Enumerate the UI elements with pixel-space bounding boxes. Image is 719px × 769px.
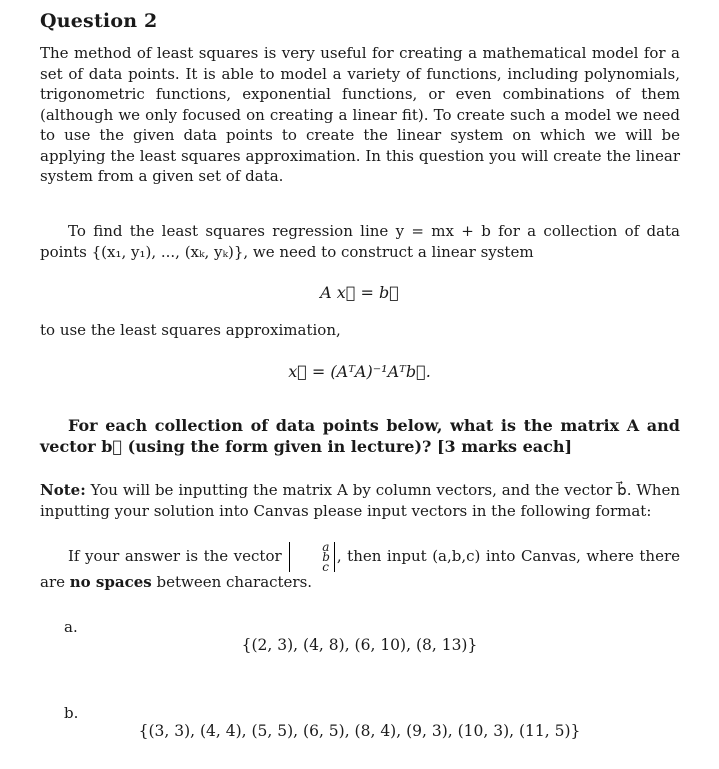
example-vector-b: b [322, 550, 330, 564]
setup-paragraph: To find the least squares regression line y = mx + b for a collection of data points {(x₁, y₁), ..., (xₖ, yₖ)}, we need to construct a linear system [40, 222, 680, 261]
format-emphasis: no spaces [69, 573, 152, 591]
format-suffix: between characters. [156, 573, 313, 591]
least-squares-equation: x⃗ = (AᵀA)⁻¹Aᵀb⃗. [288, 362, 431, 381]
part-a-dataset: {(2, 3), (4, 8), (6, 10), (8, 13)} [241, 636, 478, 654]
note-paragraph [40, 480, 680, 521]
intro-paragraph: The method of least squares is very useful for creating a mathematical model for a set of data points. It is able to model a variety of functions, including polynomials, trigonometric functions, exponential functions, or even combinations of them (although we only focused on creating a linear fit). To create such a model we need to use the given data points to create the linear system on which we will be applying the least squares approximation. In this question you will create the linear system from a given set of data. [40, 44, 680, 185]
linear-system-equation: A x⃗ = b⃗ [320, 283, 399, 302]
task-instruction: For each collection of data points below, what is the matrix A and vector b⃗ (using the form given in lecture)? [3 marks each] [40, 416, 680, 456]
note-text: You will be inputting the matrix A by column vectors, and the vector b⃗. When inputting your solution into Canvas please input vectors in the following format: [40, 481, 680, 520]
part-b-dataset: {(3, 3), (4, 4), (5, 5), (6, 5), (8, 4), (9, 3), (10, 3), (11, 5)} [138, 722, 581, 740]
format-mid: , then input (a,b,c) into Canvas, where there are [40, 547, 680, 591]
question-title: Question 2 [40, 10, 158, 32]
part-b-label: b. [64, 704, 79, 722]
example-vector [289, 542, 335, 572]
note-label: Note: [40, 481, 86, 499]
example-vector-a: a [322, 540, 330, 554]
usage-text: to use the least squares approximation, [40, 321, 341, 339]
example-vector-c: c [322, 560, 329, 574]
format-paragraph [40, 542, 680, 593]
part-a-label: a. [64, 618, 78, 636]
format-prefix: If your answer is the vector [68, 547, 282, 565]
